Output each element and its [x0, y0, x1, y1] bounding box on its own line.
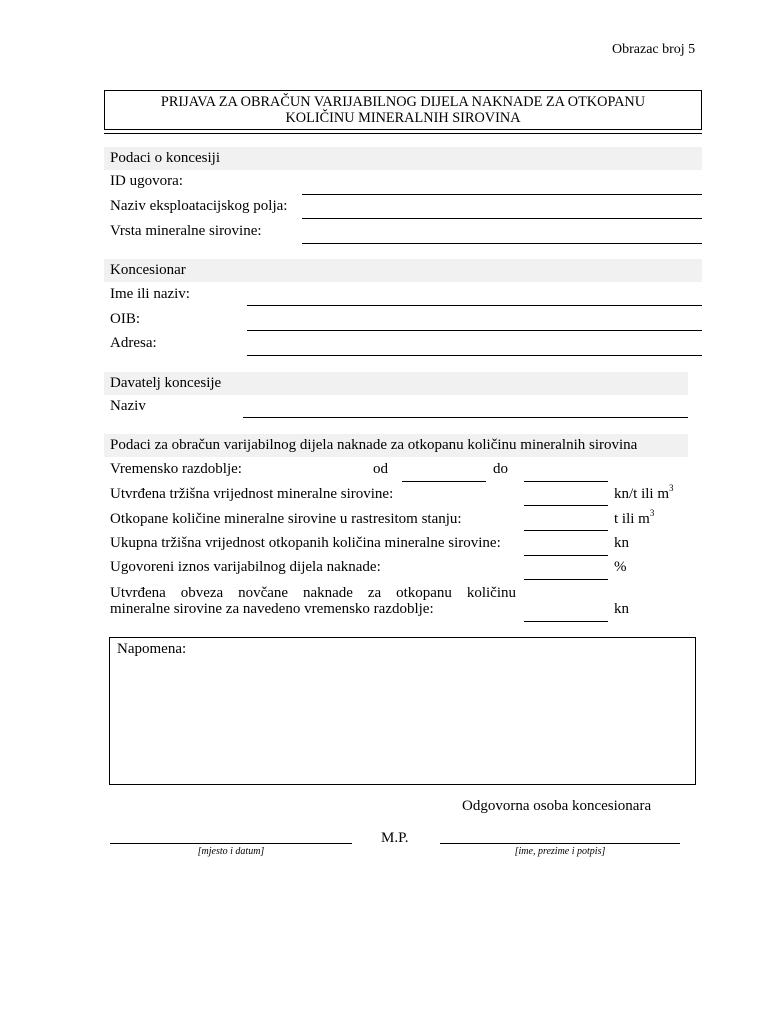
- form-number: Obrazac broj 5: [612, 42, 696, 57]
- section-obracun-heading: Podaci za obračun varijabilnog dijela naknade za otkopanu količinu mineralnih sirovina: [104, 434, 688, 457]
- polje-label: Naziv eksploatacijskog polja:: [110, 198, 288, 214]
- davatelj-naziv-field[interactable]: [243, 417, 688, 418]
- otkopane-kolicine-label: Otkopane količine mineralne sirovine u rastresitom stanju:: [110, 511, 462, 527]
- ugovoreni-iznos-field[interactable]: [524, 579, 608, 580]
- polje-field[interactable]: [302, 218, 702, 219]
- obveza-label-line2: mineralne sirovine za navedeno vremensko razdoblje:: [110, 601, 434, 617]
- napomena-label: Napomena:: [117, 641, 187, 657]
- oib-field[interactable]: [247, 330, 702, 331]
- section-koncesija-heading: Podaci o koncesiji: [104, 147, 702, 170]
- napomena-box[interactable]: [109, 637, 696, 785]
- ukupna-vrijednost-unit: kn: [614, 535, 629, 551]
- odgovorna-osoba-label: Odgovorna osoba koncesionara: [462, 798, 652, 814]
- section-davatelj-heading: Davatelj koncesije: [104, 372, 688, 395]
- trzisna-vrijednost-label: Utvrđena tržišna vrijednost mineralne sirovine:: [110, 486, 394, 502]
- otkopane-kolicine-field[interactable]: [524, 530, 608, 531]
- id-ugovora-field[interactable]: [302, 194, 702, 195]
- form-title-line2: KOLIČINU MINERALNIH SIROVINA: [285, 110, 521, 126]
- obveza-field[interactable]: [524, 621, 608, 622]
- oib-label: OIB:: [110, 311, 140, 327]
- do-field[interactable]: [524, 481, 608, 482]
- trzisna-vrijednost-unit: kn/t ili $m^3$: [614, 483, 674, 502]
- adresa-label: Adresa:: [110, 335, 157, 351]
- mjesto-datum-line[interactable]: [110, 843, 352, 844]
- sirovina-field[interactable]: [302, 243, 702, 244]
- od-field[interactable]: [402, 481, 486, 482]
- mjesto-datum-caption: [mjesto i datum]: [197, 846, 265, 857]
- sirovina-label: Vrsta mineralne sirovine:: [110, 223, 262, 239]
- ime-field[interactable]: [247, 305, 702, 306]
- unit-superscript: 3: [649, 508, 655, 518]
- id-ugovora-label: ID ugovora:: [110, 173, 183, 189]
- section-koncesionar-heading: Koncesionar: [104, 259, 702, 282]
- do-label: do: [493, 461, 508, 477]
- trzisna-vrijednost-field[interactable]: [524, 505, 608, 506]
- razdoblje-label: Vremensko razdoblje:: [110, 461, 242, 477]
- obveza-label-line1: Utvrđena obveza novčane naknade za otkopanu količinu: [110, 585, 516, 601]
- unit-superscript: 3: [669, 483, 674, 493]
- form-title-line1: PRIJAVA ZA OBRAČUN VARIJABILNOG DIJELA NAKNADE ZA OTKOPANU: [160, 94, 646, 110]
- ukupna-vrijednost-field[interactable]: [524, 555, 608, 556]
- ukupna-vrijednost-label: Ukupna tržišna vrijednost otkopanih količina mineralne sirovine:: [110, 535, 501, 551]
- mp-label: M.P.: [381, 830, 409, 846]
- ugovoreni-iznos-unit: %: [614, 559, 627, 575]
- ime-label: Ime ili naziv:: [110, 286, 190, 302]
- potpis-line[interactable]: [440, 843, 680, 844]
- potpis-caption: [ime, prezime i potpis]: [514, 846, 606, 857]
- title-underline: [104, 133, 702, 134]
- od-label: od: [373, 461, 388, 477]
- adresa-field[interactable]: [247, 355, 702, 356]
- form-title: [104, 90, 702, 130]
- otkopane-kolicine-unit: t ili $m^3$: [614, 508, 655, 527]
- obveza-unit: kn: [614, 601, 629, 617]
- davatelj-naziv-label: Naziv: [110, 398, 146, 414]
- ugovoreni-iznos-label: Ugovoreni iznos varijabilnog dijela naknade:: [110, 559, 381, 575]
